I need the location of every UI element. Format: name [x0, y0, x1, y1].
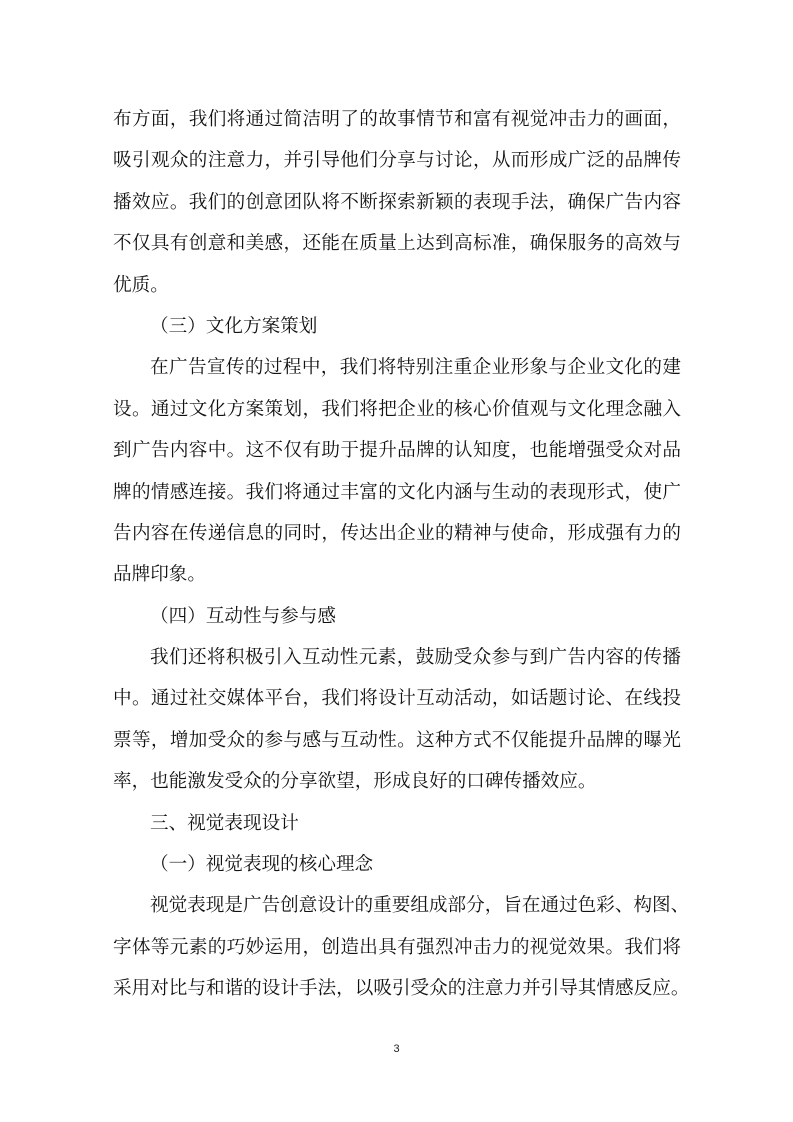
paragraph-line: 品牌印象。: [113, 564, 206, 586]
paragraph-line: 告内容在传递信息的同时，传达出企业的精神与使命，形成强有力的: [113, 522, 681, 544]
paragraph-line: 中。通过社交媒体平台，我们将设计互动活动，如话题讨论、在线投: [113, 688, 681, 710]
paragraph-line: 票等，增加受众的参与感与互动性。这种方式不仅能提升品牌的曝光: [113, 729, 681, 751]
chapter-heading: 三、视觉表现设计: [150, 812, 299, 834]
paragraph-line: 不仅具有创意和美感，还能在质量上达到高标准，确保服务的高效与: [113, 233, 681, 255]
paragraph-line: 字体等元素的巧妙运用，创造出具有强烈冲击力的视觉效果。我们将: [113, 936, 681, 958]
paragraph-line: 设。通过文化方案策划，我们将把企业的核心价值观与文化理念融入: [113, 398, 681, 420]
paragraph-line: 播效应。我们的创意团队将不断探索新颖的表现手法，确保广告内容: [113, 191, 681, 213]
section-heading: （一）视觉表现的核心理念: [150, 854, 374, 876]
paragraph-line: 视觉表现是广告创意设计的重要组成部分，旨在通过色彩、构图、: [150, 895, 690, 917]
paragraph-line: 优质。: [113, 274, 169, 296]
section-heading: （四）互动性与参与感: [150, 605, 336, 627]
paragraph-line: 牌的情感连接。我们将通过丰富的文化内涵与生动的表现形式，使广: [113, 481, 681, 503]
paragraph-line: 到广告内容中。这不仅有助于提升品牌的认知度，也能增强受众对品: [113, 440, 681, 462]
paragraph-line: 我们还将积极引入互动性元素，鼓励受众参与到广告内容的传播: [150, 647, 681, 669]
paragraph-line: 在广告宣传的过程中，我们将特别注重企业形象与企业文化的建: [150, 357, 681, 379]
paragraph-line: 吸引观众的注意力，并引导他们分享与讨论，从而形成广泛的品牌传: [113, 150, 681, 172]
paragraph-line: 采用对比与和谐的设计手法，以吸引受众的注意力并引导其情感反应。: [113, 978, 690, 1000]
section-heading: （三）文化方案策划: [150, 315, 318, 337]
page-number: 3: [393, 1043, 400, 1055]
paragraph-line: 率，也能激发受众的分享欲望，形成良好的口碑传播效应。: [113, 771, 597, 793]
page-body: [113, 99, 690, 1010]
paragraph-line: 布方面，我们将通过简洁明了的故事情节和富有视觉冲击力的画面，: [113, 109, 681, 130]
